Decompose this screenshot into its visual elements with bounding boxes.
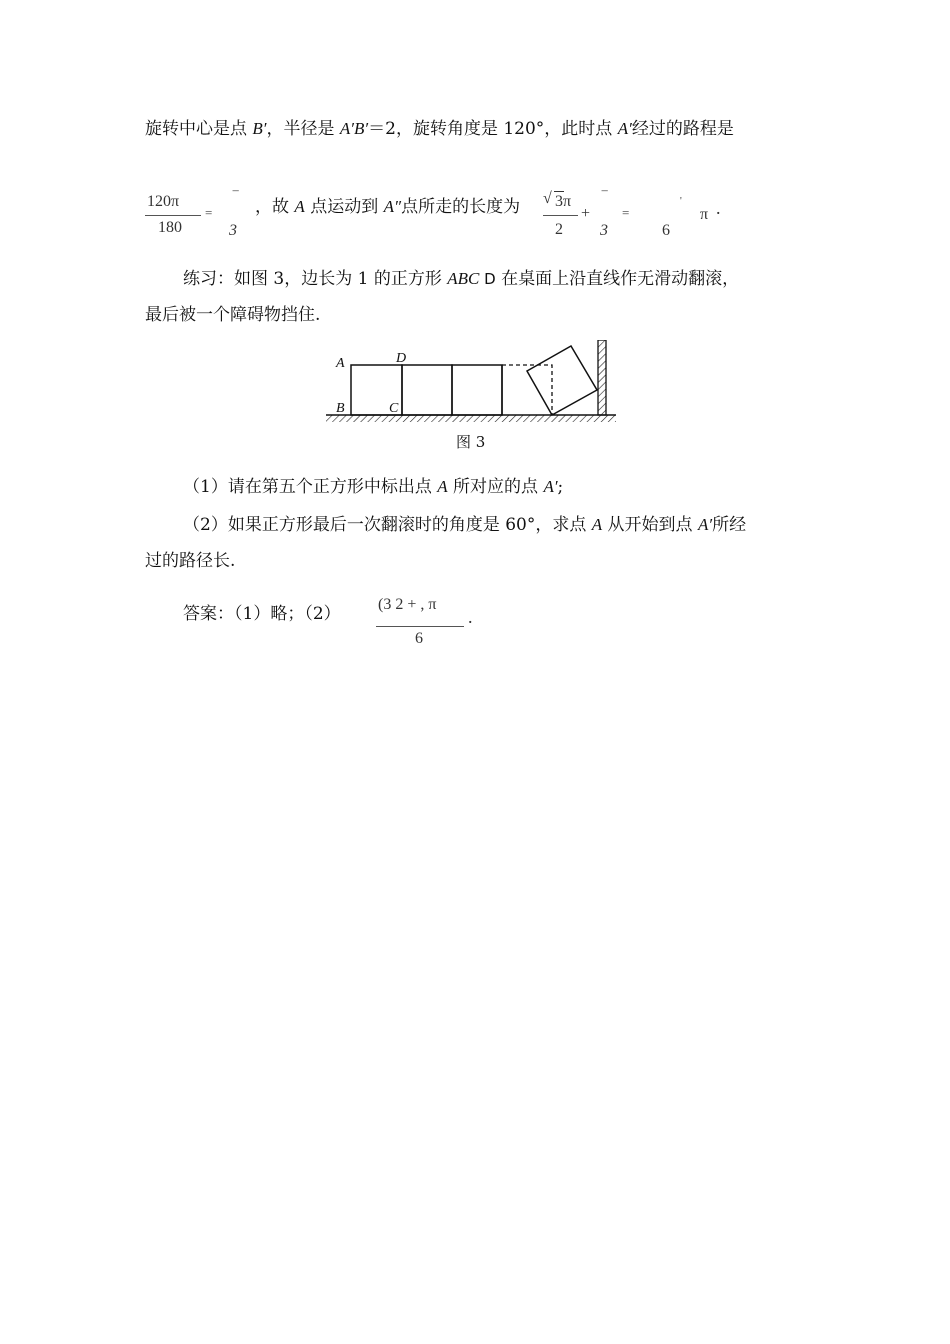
question-1 <box>183 476 563 498</box>
ground-hatch <box>326 415 616 422</box>
overline-mark: ‾ <box>602 190 608 207</box>
denominator-3: 3 <box>229 222 237 239</box>
plus-sign: + <box>581 205 591 222</box>
period: . <box>716 198 721 218</box>
fraction-bar <box>145 215 201 216</box>
label-d: D <box>396 351 407 366</box>
text: 所经 <box>712 515 747 535</box>
answer-denominator: 6 <box>415 630 423 647</box>
pi-symbol: π <box>700 206 709 223</box>
paragraph-1 <box>145 118 734 140</box>
point-b-prime: B′ <box>252 119 267 138</box>
text: 经过的路程是 <box>631 119 734 139</box>
question-2-line-1 <box>183 514 746 536</box>
point-a-prime: A′ <box>697 515 713 534</box>
point-a: A <box>437 477 448 496</box>
sqrt-denominator: 2 <box>555 221 563 238</box>
answer-period: . <box>468 607 473 627</box>
equals-sign: = <box>205 205 213 220</box>
square-2 <box>402 365 452 415</box>
radius-expr: A′B′ <box>339 119 369 138</box>
exercise-line-1 <box>183 268 739 290</box>
fraction-numerator: 120π <box>147 193 180 210</box>
obstacle-wall <box>598 340 606 415</box>
question-2-line-2: 过的路径长. <box>145 551 236 571</box>
point-a-prime: A′ <box>543 477 558 496</box>
sqrt-overline <box>554 191 564 192</box>
text: ，故 <box>255 197 295 217</box>
text: ，半径是 <box>266 119 340 139</box>
text: 点运动到 <box>304 197 384 217</box>
text: 旋转中心是点 <box>145 119 253 139</box>
point-a: A <box>591 515 603 534</box>
answer-label: 答案：（1）略；（2） <box>183 604 341 624</box>
square-3 <box>452 365 502 415</box>
text: ; <box>557 477 564 497</box>
text: （2）如果正方形最后一次翻滚时的角度是 60°，求点 <box>183 515 592 535</box>
text: ＝2，旋转角度是 120°，此时点 <box>368 119 618 139</box>
square-label: ABC <box>447 269 480 288</box>
text: （1）请在第五个正方形中标出点 <box>183 477 438 497</box>
label-a: A <box>336 356 345 371</box>
label-c: C <box>389 401 399 416</box>
exercise-line-2: 最后被一个障碍物挡住. <box>145 305 321 325</box>
text: 在桌面上沿直线作无滑动翻滚， <box>495 269 740 289</box>
answer-numerator: (3 2 + , π <box>378 596 437 613</box>
label-b: B <box>336 401 345 416</box>
tilted-square <box>527 346 597 415</box>
equals-sign-2: = <box>622 205 630 220</box>
overline-mark: ‾ <box>233 190 239 207</box>
answer-fraction-bar <box>376 626 464 627</box>
text: 所对应的点 <box>447 477 544 497</box>
fraction-bar-2 <box>543 215 578 216</box>
sqrt-symbol: √ <box>543 190 552 207</box>
sqrt-numerator: 3π <box>555 193 572 210</box>
text: D <box>479 270 496 288</box>
denominator-6: 6 <box>662 222 670 239</box>
text: 从开始到点 <box>602 515 698 535</box>
text: 点所走的长度为 <box>401 197 521 217</box>
tick-mark: ' <box>680 196 682 207</box>
denominator-3b: 3 <box>600 222 608 239</box>
figure-3 <box>322 340 622 430</box>
point-a: A <box>294 197 305 216</box>
point-a-prime: A′ <box>617 119 632 138</box>
figure-caption: 图 3 <box>456 433 486 451</box>
point-a-double-prime: A″ <box>383 197 402 216</box>
text: 练习：如图 3，边长为 1 的正方形 <box>183 269 448 289</box>
formula-text <box>255 196 520 218</box>
fraction-denominator: 180 <box>158 219 182 236</box>
